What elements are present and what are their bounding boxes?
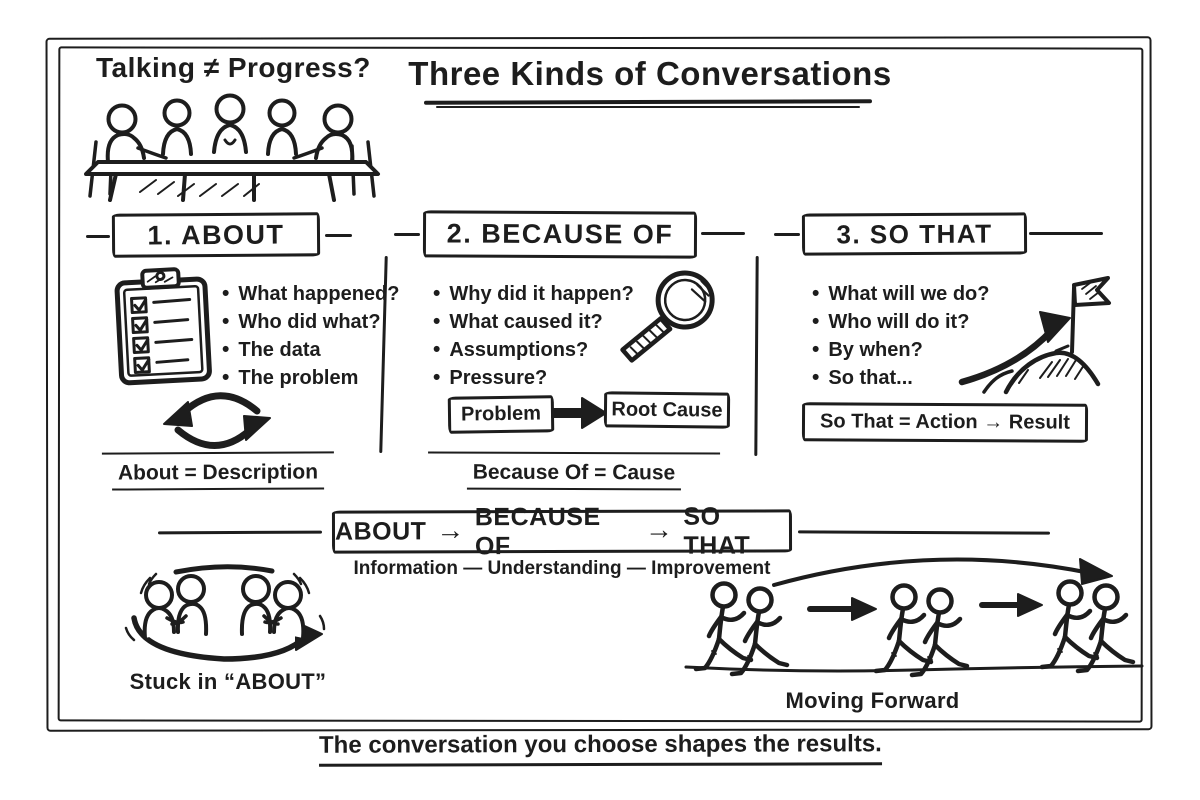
column-2-heading-box: [423, 210, 697, 258]
summary-part-about: ABOUT: [334, 517, 427, 546]
column-1-equation: About = Description: [102, 451, 334, 490]
column-3-heading-box: [802, 212, 1027, 255]
right-arrow-icon: →: [436, 513, 465, 545]
summary-part-because-of: BECAUSE OF: [474, 502, 601, 560]
moving-forward-icon: [682, 553, 1147, 685]
bullet: • Why did it happen?: [433, 280, 668, 308]
stuck-scene-label: Stuck in “ABOUT”: [129, 669, 327, 694]
summary-part-so-that: SO THAT: [683, 502, 751, 560]
column-2-heading: 2. BECAUSE OF: [446, 218, 674, 250]
clipboard-checklist-icon: [110, 266, 215, 386]
bullet: • The problem: [222, 364, 402, 392]
column-1-heading-box: [112, 212, 320, 257]
stuck-loop-icon: [104, 560, 346, 670]
dash-left-1: [86, 235, 110, 238]
bullet: • Who did what?: [222, 308, 402, 336]
bullet: • So that...: [812, 364, 1012, 392]
dash-right-3: [1029, 232, 1103, 235]
dash-right-2: [701, 232, 745, 235]
right-arrow-icon: →: [644, 513, 674, 545]
footer-caption: The conversation you choose shapes the results.: [280, 731, 920, 766]
bullet: • What happened?: [222, 280, 402, 308]
bullet: • By when?: [812, 336, 1012, 364]
column-1-bullets: [222, 280, 402, 392]
title-underline-2: [436, 106, 860, 108]
cycle-arrows-icon: [158, 390, 276, 452]
column-3-equation-box: So That = Action → Result: [802, 402, 1088, 442]
root-cause-box: Root Cause: [604, 391, 730, 428]
summit-flag-icon: [956, 258, 1114, 396]
column-3-heading: 3. SO THAT: [836, 218, 993, 249]
bullet: • Assumptions?: [433, 336, 668, 364]
bullet: • What caused it?: [433, 308, 668, 336]
magnifier-icon: [610, 266, 725, 374]
summary-subline: Information — Understanding — Improvement: [353, 558, 771, 579]
problem-box: Problem: [448, 395, 555, 433]
meeting-table-icon: [82, 92, 382, 204]
moving-scene-label: Moving Forward: [785, 688, 960, 713]
column-1-heading: 1. ABOUT: [147, 219, 285, 250]
dash-right-1: [325, 234, 352, 237]
dash-left-2: [394, 233, 420, 236]
bullet: • The data: [222, 336, 402, 364]
tagline: Talking ≠ Progress?: [96, 52, 371, 83]
bullet: • Pressure?: [433, 364, 668, 392]
column-2-equation: Because Of = Cause: [428, 451, 720, 490]
page-title: Three Kinds of Conversations: [408, 55, 892, 92]
bullet: • What will we do?: [812, 280, 1012, 308]
flow-right-arrow-icon: [550, 394, 608, 432]
dash-left-3: [774, 233, 800, 236]
summary-sequence-box: [332, 502, 792, 560]
bullet: • Who will do it?: [812, 308, 1012, 336]
